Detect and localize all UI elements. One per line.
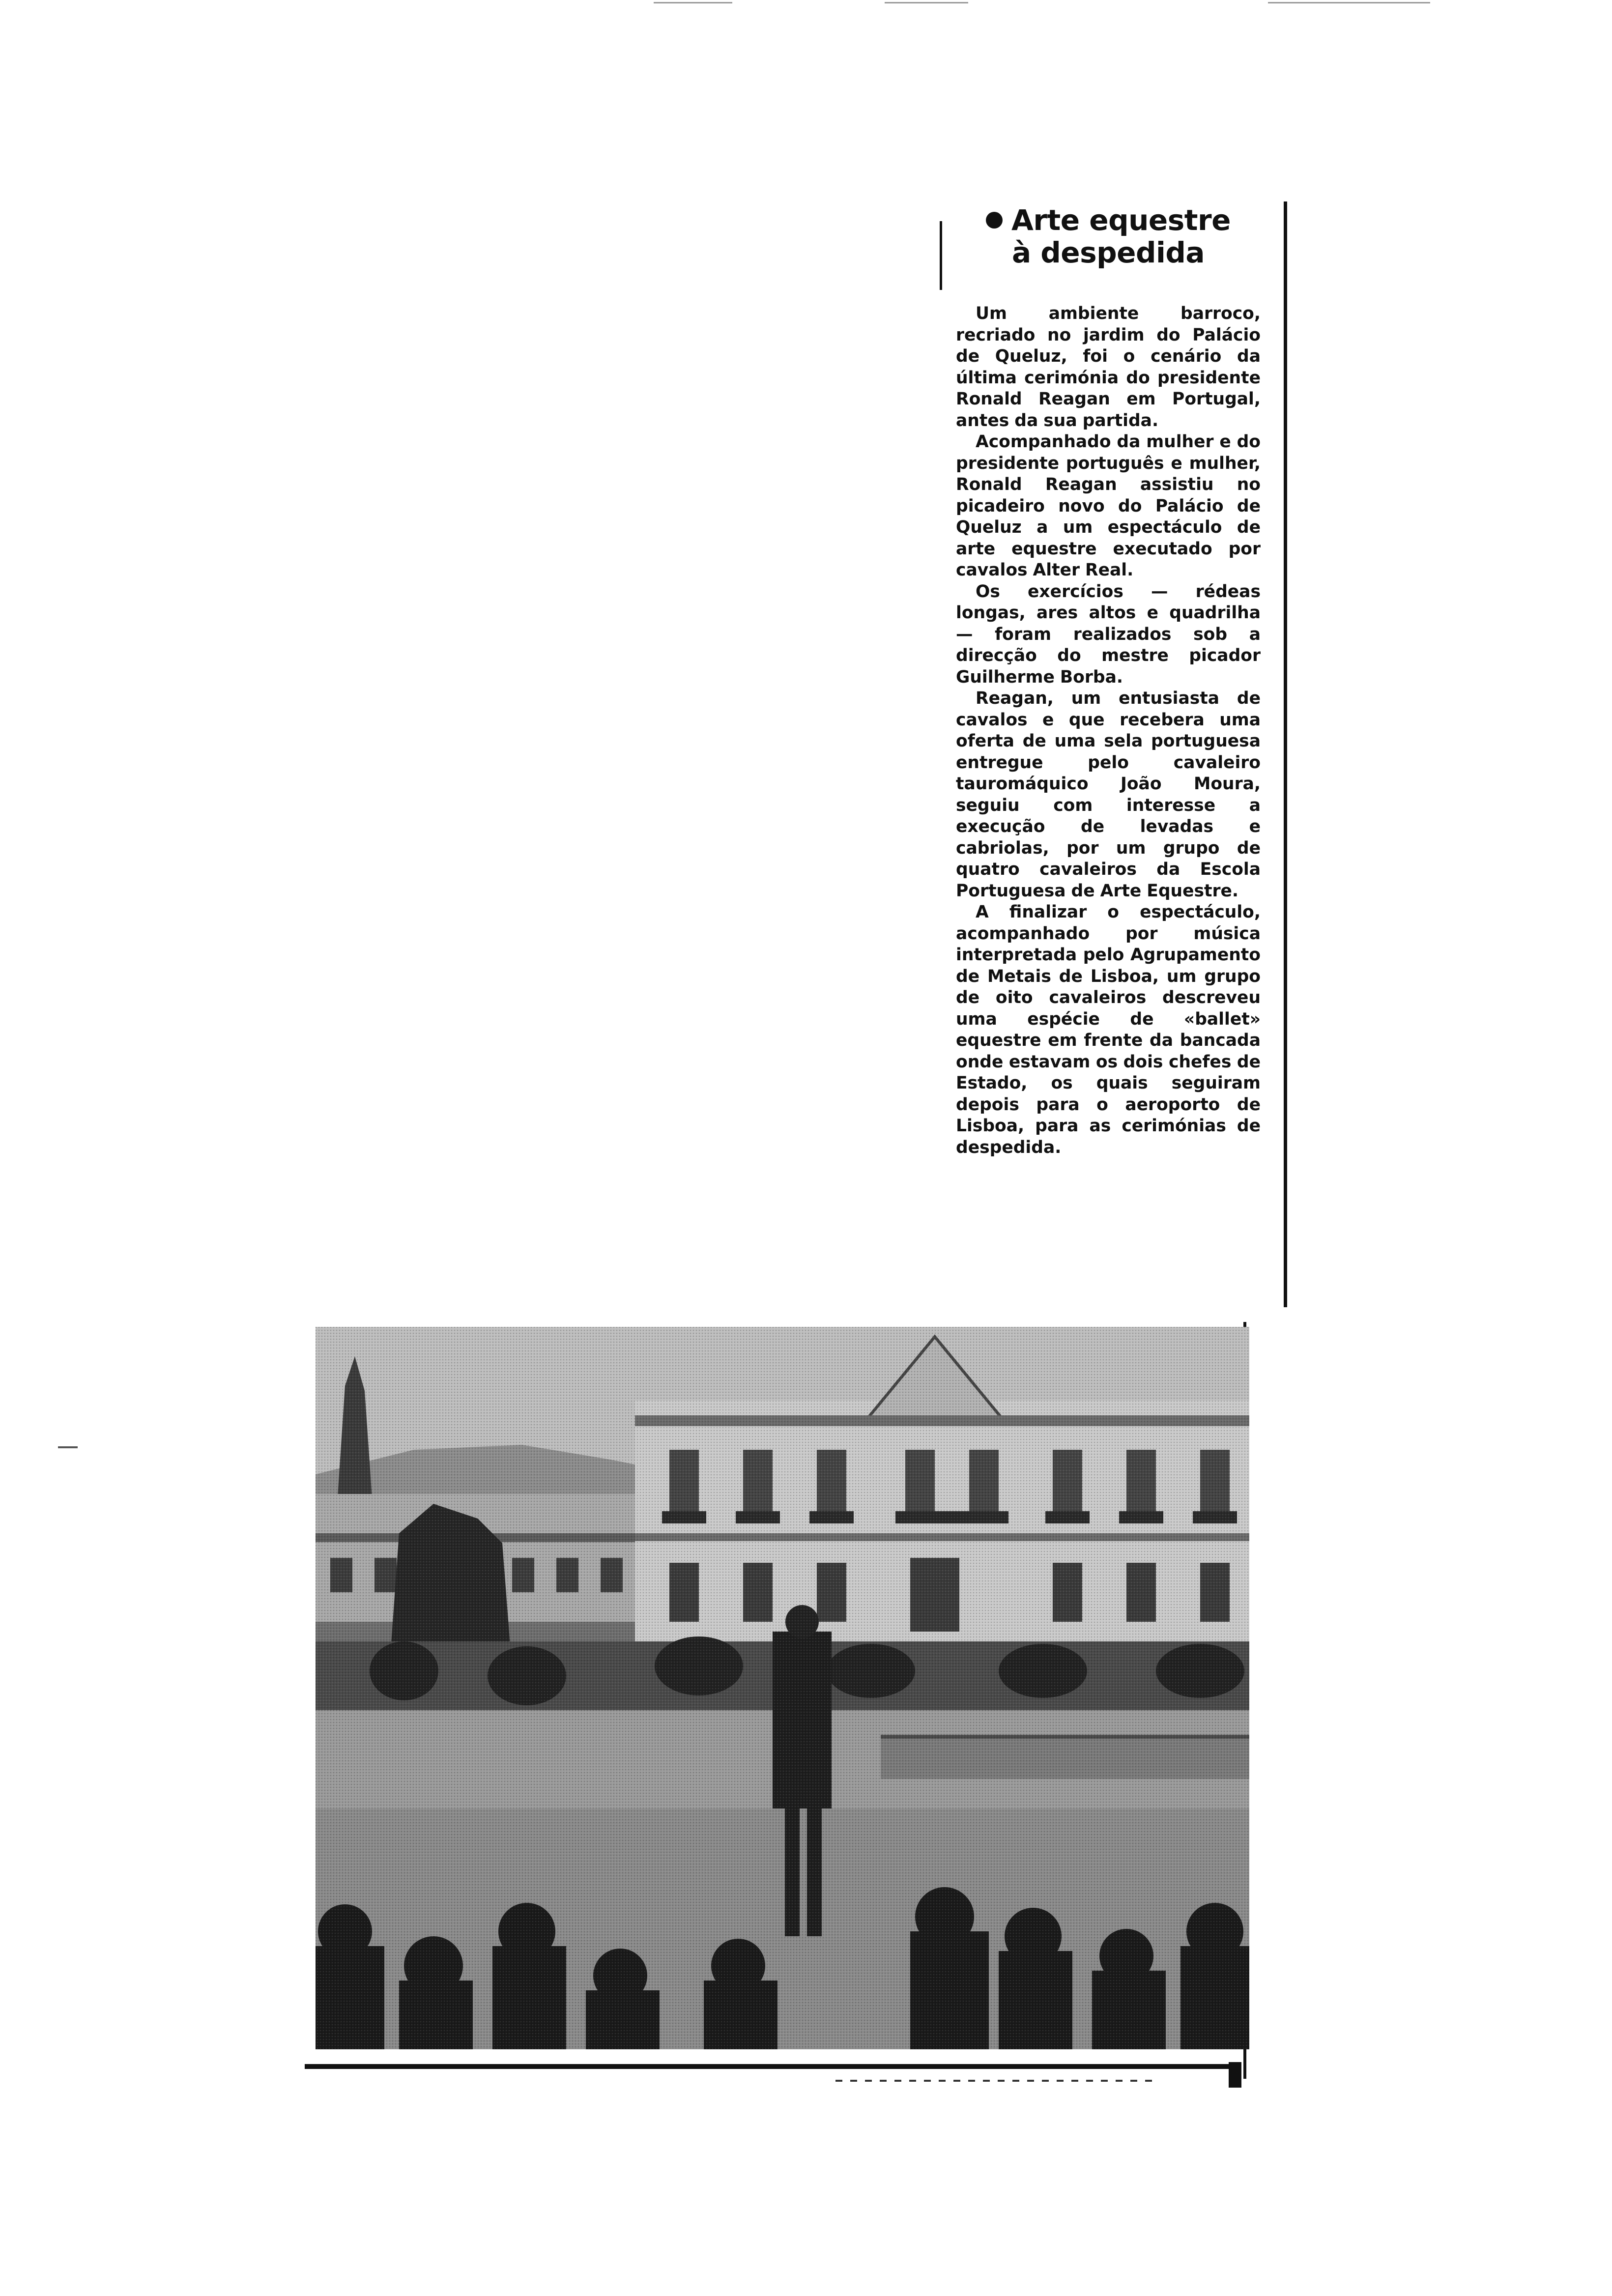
article: [956, 204, 1261, 1158]
palace-photo: [316, 1327, 1249, 2049]
article-headline: [956, 204, 1261, 269]
scan-artifact: [885, 2, 968, 3]
scan-artifact: [58, 1446, 78, 1448]
scan-artifact: [835, 2080, 1155, 2082]
palace-photo-illustration: [316, 1327, 1249, 2049]
article-paragraph: Os exercícios — rédeas longas, ares altos e quadrilha — foram realizados sob a direcção do mestre picador Guilherme Borba.: [956, 581, 1261, 687]
article-paragraph: Um ambiente barroco, recriado no jardim do Palácio de Queluz, foi o cenário da última cerimónia do presidente Ronald Reagan em Portugal, antes da sua partida.: [956, 304, 1261, 430]
scan-artifact: [654, 2, 732, 3]
article-paragraph: Reagan, um entusiasta de cavalos e que recebera uma oferta de uma sela portuguesa entregue pelo cavaleiro tauromáquico João Moura, seguiu com interesse a execução de levadas e cabriolas, por um grupo de quatro cavaleiros da Escola Portuguesa de Arte Equestre.: [956, 689, 1261, 901]
headline-line-1: Arte equestre: [1011, 203, 1231, 237]
article-right-rule: [1284, 201, 1287, 1307]
clipping-bottom-rule: [305, 2064, 1238, 2069]
article-paragraph: Acompanhado da mulher e do presidente português e mulher, Ronald Reagan assistiu no picadeiro novo do Palácio de Queluz a um espectáculo de arte equestre executado por cavalos Alter Real.: [956, 432, 1261, 580]
article-paragraph: A finalizar o espectáculo, acompanhado por música interpretada pelo Agrupamento de Metais de Lisboa, um grupo de oito cavaleiros descreveu uma espécie de «ballet» equestre em frente da bancada onde estavam os dois chefes de Estado, os quais seguiram depois para o aeroporto de Lisboa, para as cerimónias de despedida.: [956, 902, 1261, 1157]
scan-artifact: [1268, 2, 1430, 3]
article-left-rule: [940, 221, 942, 290]
clipping-bottom-rule-end: [1229, 2062, 1241, 2088]
bullet-icon: [986, 212, 1003, 229]
headline-line-2: à despedida: [1011, 236, 1205, 269]
